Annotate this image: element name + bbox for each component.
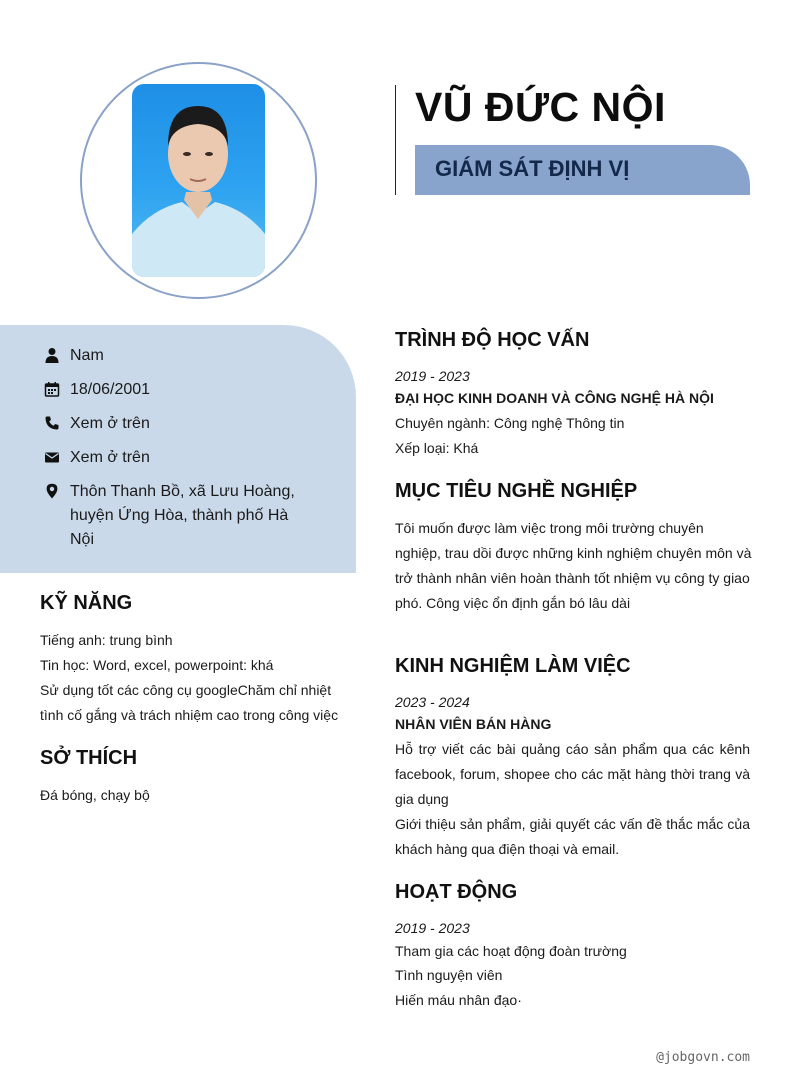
job-title-banner xyxy=(415,145,750,195)
education-heading: TRÌNH ĐỘ HỌC VẤN xyxy=(395,329,590,351)
profile-photo-frame xyxy=(80,62,317,299)
birthday-text: 18/06/2001 xyxy=(70,381,151,398)
profile-photo xyxy=(132,84,265,277)
contact-phone xyxy=(42,412,150,436)
mail-icon xyxy=(42,447,62,467)
activity-item: Hiến máu nhân đạo· xyxy=(395,992,522,1008)
skill-item: Tin học: Word, excel, powerpoint: khá xyxy=(40,657,274,673)
email-text: Xem ở trên xyxy=(70,449,150,466)
name-divider xyxy=(395,85,396,195)
gender-text: Nam xyxy=(70,347,104,364)
job-title: GIÁM SÁT ĐỊNH VỊ xyxy=(435,156,630,181)
experience-period: 2023 - 2024 xyxy=(395,694,470,710)
activity-item: Tham gia các hoạt động đoàn trường xyxy=(395,943,627,959)
contact-gender xyxy=(42,344,104,368)
education-major: Chuyên ngành: Công nghệ Thông tin xyxy=(395,415,625,431)
location-icon xyxy=(42,481,62,501)
contact-address xyxy=(42,480,302,552)
education-grade: Xếp loại: Khá xyxy=(395,440,479,456)
person-icon xyxy=(42,345,62,365)
contact-email xyxy=(42,446,150,470)
candidate-name: VŨ ĐỨC NỘI xyxy=(415,84,666,130)
contact-birthday xyxy=(42,378,150,402)
experience-desc: Hỗ trợ viết các bài quảng cáo sản phẩm qua các kênh facebook, forum, shopee cho các mặt hàng thời trang và gia dụng xyxy=(395,741,750,807)
experience-heading: KINH NGHIỆM LÀM VIỆC xyxy=(395,655,631,677)
objective-text: Tôi muốn được làm việc trong môi trường chuyên nghiệp, trau dồi được những kinh nghiệm chuyên môn và trở thành nhân viên hoàn thành tốt nhiệm vụ công ty giao phó. Công việc ổn định gắn bó lâu dài xyxy=(395,520,752,611)
education-school: ĐẠI HỌC KINH DOANH VÀ CÔNG NGHỆ HÀ NỘI xyxy=(395,390,714,406)
activity-item: Tình nguyện viên xyxy=(395,967,503,983)
activities-heading: HOẠT ĐỘNG xyxy=(395,881,518,903)
phone-text: Xem ở trên xyxy=(70,415,150,432)
objective-heading: MỤC TIÊU NGHỀ NGHIỆP xyxy=(395,480,638,502)
skills-heading: KỸ NĂNG xyxy=(40,592,133,614)
skill-item: Sử dụng tốt các công cụ googleChăm chỉ nhiệt tình cố gắng và trách nhiệm cao trong công việc xyxy=(40,682,339,723)
profile-photo-illustration xyxy=(132,84,265,277)
activities-period: 2019 - 2023 xyxy=(395,920,470,936)
watermark-text: @jobgovn.com xyxy=(656,1050,750,1065)
skill-item: Tiếng anh: trung bình xyxy=(40,632,173,648)
hobbies-text: Đá bóng, chạy bộ xyxy=(40,787,150,803)
education-period: 2019 - 2023 xyxy=(395,368,470,384)
calendar-icon xyxy=(42,379,62,399)
hobbies-heading: SỞ THÍCH xyxy=(40,747,138,769)
phone-icon xyxy=(42,413,62,433)
experience-position: NHÂN VIÊN BÁN HÀNG xyxy=(395,716,552,732)
experience-desc: Giới thiệu sản phẩm, giải quyết các vấn đề thắc mắc của khách hàng qua điện thoại và email. xyxy=(395,816,750,857)
address-text: Thôn Thanh Bồ, xã Lưu Hoàng, huyện Ứng Hòa, thành phố Hà Nội xyxy=(70,483,295,548)
